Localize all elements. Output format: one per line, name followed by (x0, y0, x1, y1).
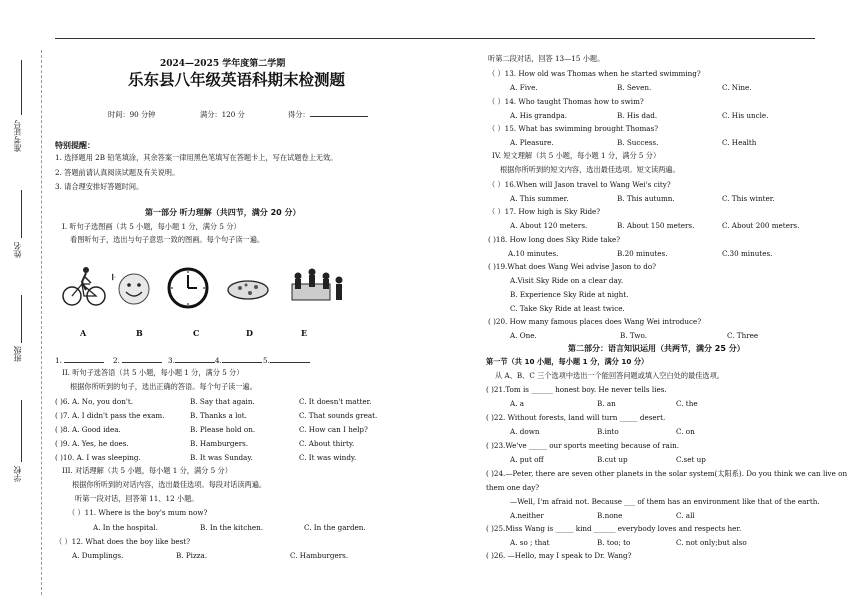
question-6: ( )6. A. No, you don't. (55, 397, 133, 406)
option-b: B.cut up (597, 455, 628, 464)
svg-text:𝄆: 𝄆 (112, 273, 116, 282)
option-b: B. Thanks a lot. (190, 411, 247, 420)
question-8: ( )8. A. Good idea. (55, 425, 121, 434)
notice-item: 2. 答题前请认真阅读试题及有关说明。 (55, 168, 180, 177)
score-field[interactable]: 得分： (288, 110, 368, 120)
option-b: B. His dad. (617, 111, 658, 120)
option-c: C. How can I help? (299, 425, 368, 434)
option-c: C. Health (722, 138, 757, 147)
option-c: C. This winter. (722, 194, 775, 203)
section3-instruction: 根据你所听到的对话内容，选出最佳选项。每段对话读两遍。 (72, 480, 267, 489)
part2-section1-heading: 第一节（共 10 小题，每小题 1 分，满分 10 分） (486, 357, 649, 366)
question-24-line3: —Well, I'm afraid not. Because ___ of them has an environment like that of the earth. (510, 497, 820, 506)
section1-instruction: 看图听句子，选出与句子意思一致的图画。每个句子读一遍。 (70, 235, 265, 244)
notice-item: 3. 请合理安排好答题时间。 (55, 182, 144, 191)
exam-time: 时间：90 分钟 (108, 110, 156, 119)
option-a: A. His grandpa. (510, 111, 568, 120)
section4-heading: IV. 短文理解（共 5 小题，每小题 1 分，满分 5 分） (492, 151, 661, 160)
answer-blank-3[interactable]: 3. (168, 356, 215, 365)
top-rule (55, 38, 815, 39)
option-b: B. too; to (597, 538, 631, 547)
option-c: C. on (676, 427, 695, 436)
part1-title: 第一部分 听力理解（共四节，满分 20 分） (145, 208, 301, 217)
question-21: ( )21.Tom is ______ honest boy. He never tells lies. (486, 385, 667, 394)
option-c: C.30 minutes. (722, 249, 773, 258)
option-a: A. put off (510, 455, 544, 464)
option-b: B. Seven. (617, 83, 652, 92)
answer-blank-2[interactable]: 2. (113, 356, 162, 365)
option-a: A. Five. (510, 83, 538, 92)
option-b: B. Two. (620, 331, 648, 340)
part2-section1-instruction: 从 A、B、C 三个选项中选出一个能回答问题或填入空白处的最佳选项。 (495, 371, 724, 380)
name-line (21, 190, 22, 238)
option-c: C. That sounds great. (299, 411, 378, 420)
option-c: C. not only;but also (676, 538, 747, 547)
option-b: B. Say that again. (190, 397, 255, 406)
option-b: B. Please hold on. (190, 425, 256, 434)
section2-heading: II. 听句子选答语（共 5 小题，每小题 1 分，满分 5 分） (62, 368, 244, 377)
option-b: B. About 150 meters. (617, 221, 695, 230)
picture-label: D (246, 328, 253, 338)
option-b: B. In the kitchen. (200, 523, 264, 532)
option-c: C. all (676, 511, 695, 520)
question-16: （ ）16.When will Jason travel to Wang Wei's city? (488, 180, 671, 189)
picture-row (60, 262, 360, 312)
option-b: B.none (597, 511, 623, 520)
picture-label: C (193, 328, 200, 338)
school-label: 学校 (13, 466, 22, 482)
question-17: （ ）17. How high is Sky Ride? (488, 207, 601, 216)
question-25: ( )25.Miss Wang is _____ kind ______ everybody loves and respects her. (486, 524, 742, 533)
clock-picture (169, 269, 207, 307)
option-b: B. Pizza. (176, 551, 208, 560)
exam-number-label: 准考证号 (13, 120, 22, 152)
answer-blank-4[interactable]: 4. (215, 356, 262, 365)
section4-instruction: 根据你所听到的短文内容，选出最佳选项。短文读两遍。 (500, 165, 680, 174)
exam-full-score: 满分：120 分 (200, 110, 245, 119)
option-a: A. Dumplings. (72, 551, 124, 560)
option-c: C. the (676, 399, 698, 408)
option-b: B. Hamburgers. (190, 439, 249, 448)
class-label: 班级 (13, 346, 22, 362)
option-b: B.20 minutes. (617, 249, 668, 258)
answer-blank-5[interactable]: 5. (263, 356, 310, 365)
option-a: A. a (510, 399, 525, 408)
question-20: ( )20. How many famous places does Wang Wei introduce? (488, 317, 702, 326)
people-picture (292, 269, 343, 301)
option-a: A.10 minutes. (508, 249, 559, 258)
part2-title: 第二部分：语言知识运用（共两节，满分 25 分） (568, 344, 745, 353)
question-7: ( )7. A. I didn't pass the exam. (55, 411, 165, 420)
option-c: C. About thirty. (299, 439, 355, 448)
picture-label: B (136, 328, 143, 338)
option-b: B. Experience Sky Ride at night. (510, 290, 629, 299)
question-26: ( )26. —Hello, may I speak to Dr. Wang? (486, 551, 632, 560)
option-a: A. down (510, 427, 540, 436)
answer-blank-1[interactable]: 1. (55, 356, 104, 365)
option-c: C. It was windy. (299, 453, 357, 462)
option-c: C.set up (676, 455, 706, 464)
question-14: （ ）14. Who taught Thomas how to swim? (488, 97, 644, 106)
question-15: （ ）15. What has swimming brought Thomas? (488, 124, 659, 133)
question-18: ( )18. How long does Sky Ride take? (488, 235, 621, 244)
question-24: ( )24.—Peter, there are seven other planets in the solar system(太阳系). Do you think we can live on (486, 469, 848, 478)
smiley-face-picture (112, 273, 149, 304)
option-b: B. Success. (617, 138, 659, 147)
option-c: C. Hamburgers. (290, 551, 349, 560)
option-a: A. One. (510, 331, 537, 340)
option-a: A.neither (510, 511, 544, 520)
section3-heading: III. 对话理解（共 5 小题，每小题 1 分，满分 5 分） (62, 466, 232, 475)
question-24-line2: them one day? (486, 483, 540, 492)
option-b: B. This autumn. (617, 194, 675, 203)
option-c: C. Three (727, 331, 759, 340)
question-13: （ ）13. How old was Thomas when he started swimming? (488, 69, 701, 78)
binding-line (41, 50, 42, 595)
option-a: A. In the hospital. (93, 523, 158, 532)
option-c: C. His uncle. (722, 111, 769, 120)
option-a: A. so ; that (510, 538, 550, 547)
picture-label: A (80, 328, 87, 338)
option-c: C. Take Sky Ride at least twice. (510, 304, 625, 313)
option-b: B.into (597, 427, 619, 436)
question-11: （ ）11. Where is the boy's mum now? (68, 508, 208, 517)
option-c: C. About 200 meters. (722, 221, 800, 230)
option-c: C. Nine. (722, 83, 752, 92)
class-line (21, 295, 22, 343)
section2-instruction: 根据你所听到的句子，选出正确的答语。每个句子读一遍。 (70, 382, 257, 391)
exam-title: 乐东县八年级英语科期末检测题 (128, 71, 346, 89)
notice-title: 特别提醒： (55, 141, 95, 150)
pizza-picture (228, 281, 268, 299)
option-a: A. About 120 meters. (510, 221, 588, 230)
question-22: ( )22. Without forests, land will turn _____ desert. (486, 413, 666, 422)
dialogue-1-note: 听第一段对话，回答第 11、12 小题。 (75, 494, 199, 503)
option-b: B. an (597, 399, 616, 408)
option-c: C. It doesn't matter. (299, 397, 372, 406)
question-10: ( )10. A. I was sleeping. (55, 453, 141, 462)
option-c: C. In the garden. (304, 523, 366, 532)
question-12: （ ）12. What does the boy like best? (55, 537, 191, 546)
section1-heading: I. 听句子选图画（共 5 小题，每小题 1 分，满分 5 分） (62, 222, 241, 231)
option-b: B. It was Sunday. (190, 453, 253, 462)
option-a: A. This summer. (510, 194, 569, 203)
question-9: ( )9. A. Yes, he does. (55, 439, 129, 448)
option-a: A.Visit Sky Ride on a clear day. (510, 276, 624, 285)
school-line (21, 400, 22, 462)
question-23: ( )23.We've _____ our sports meeting because of rain. (486, 441, 680, 450)
cyclist-picture (63, 267, 105, 305)
picture-label: E (301, 328, 308, 338)
notice-item: 1. 选择题用 2B 铅笔填涂，其余答案一律用黑色笔填写在答题卡上，写在试题卷上无效。 (55, 153, 338, 162)
question-19: ( )19.What does Wang Wei advise Jason to do? (488, 262, 657, 271)
exam-number-line (21, 60, 22, 115)
name-label: 姓名 (13, 242, 22, 258)
option-a: A. Pleasure. (510, 138, 554, 147)
term-line: 2024—2025 学年度第二学期 (160, 59, 286, 69)
dialogue-2-note: 听第二段对话，回答 13—15 小题。 (488, 54, 605, 63)
